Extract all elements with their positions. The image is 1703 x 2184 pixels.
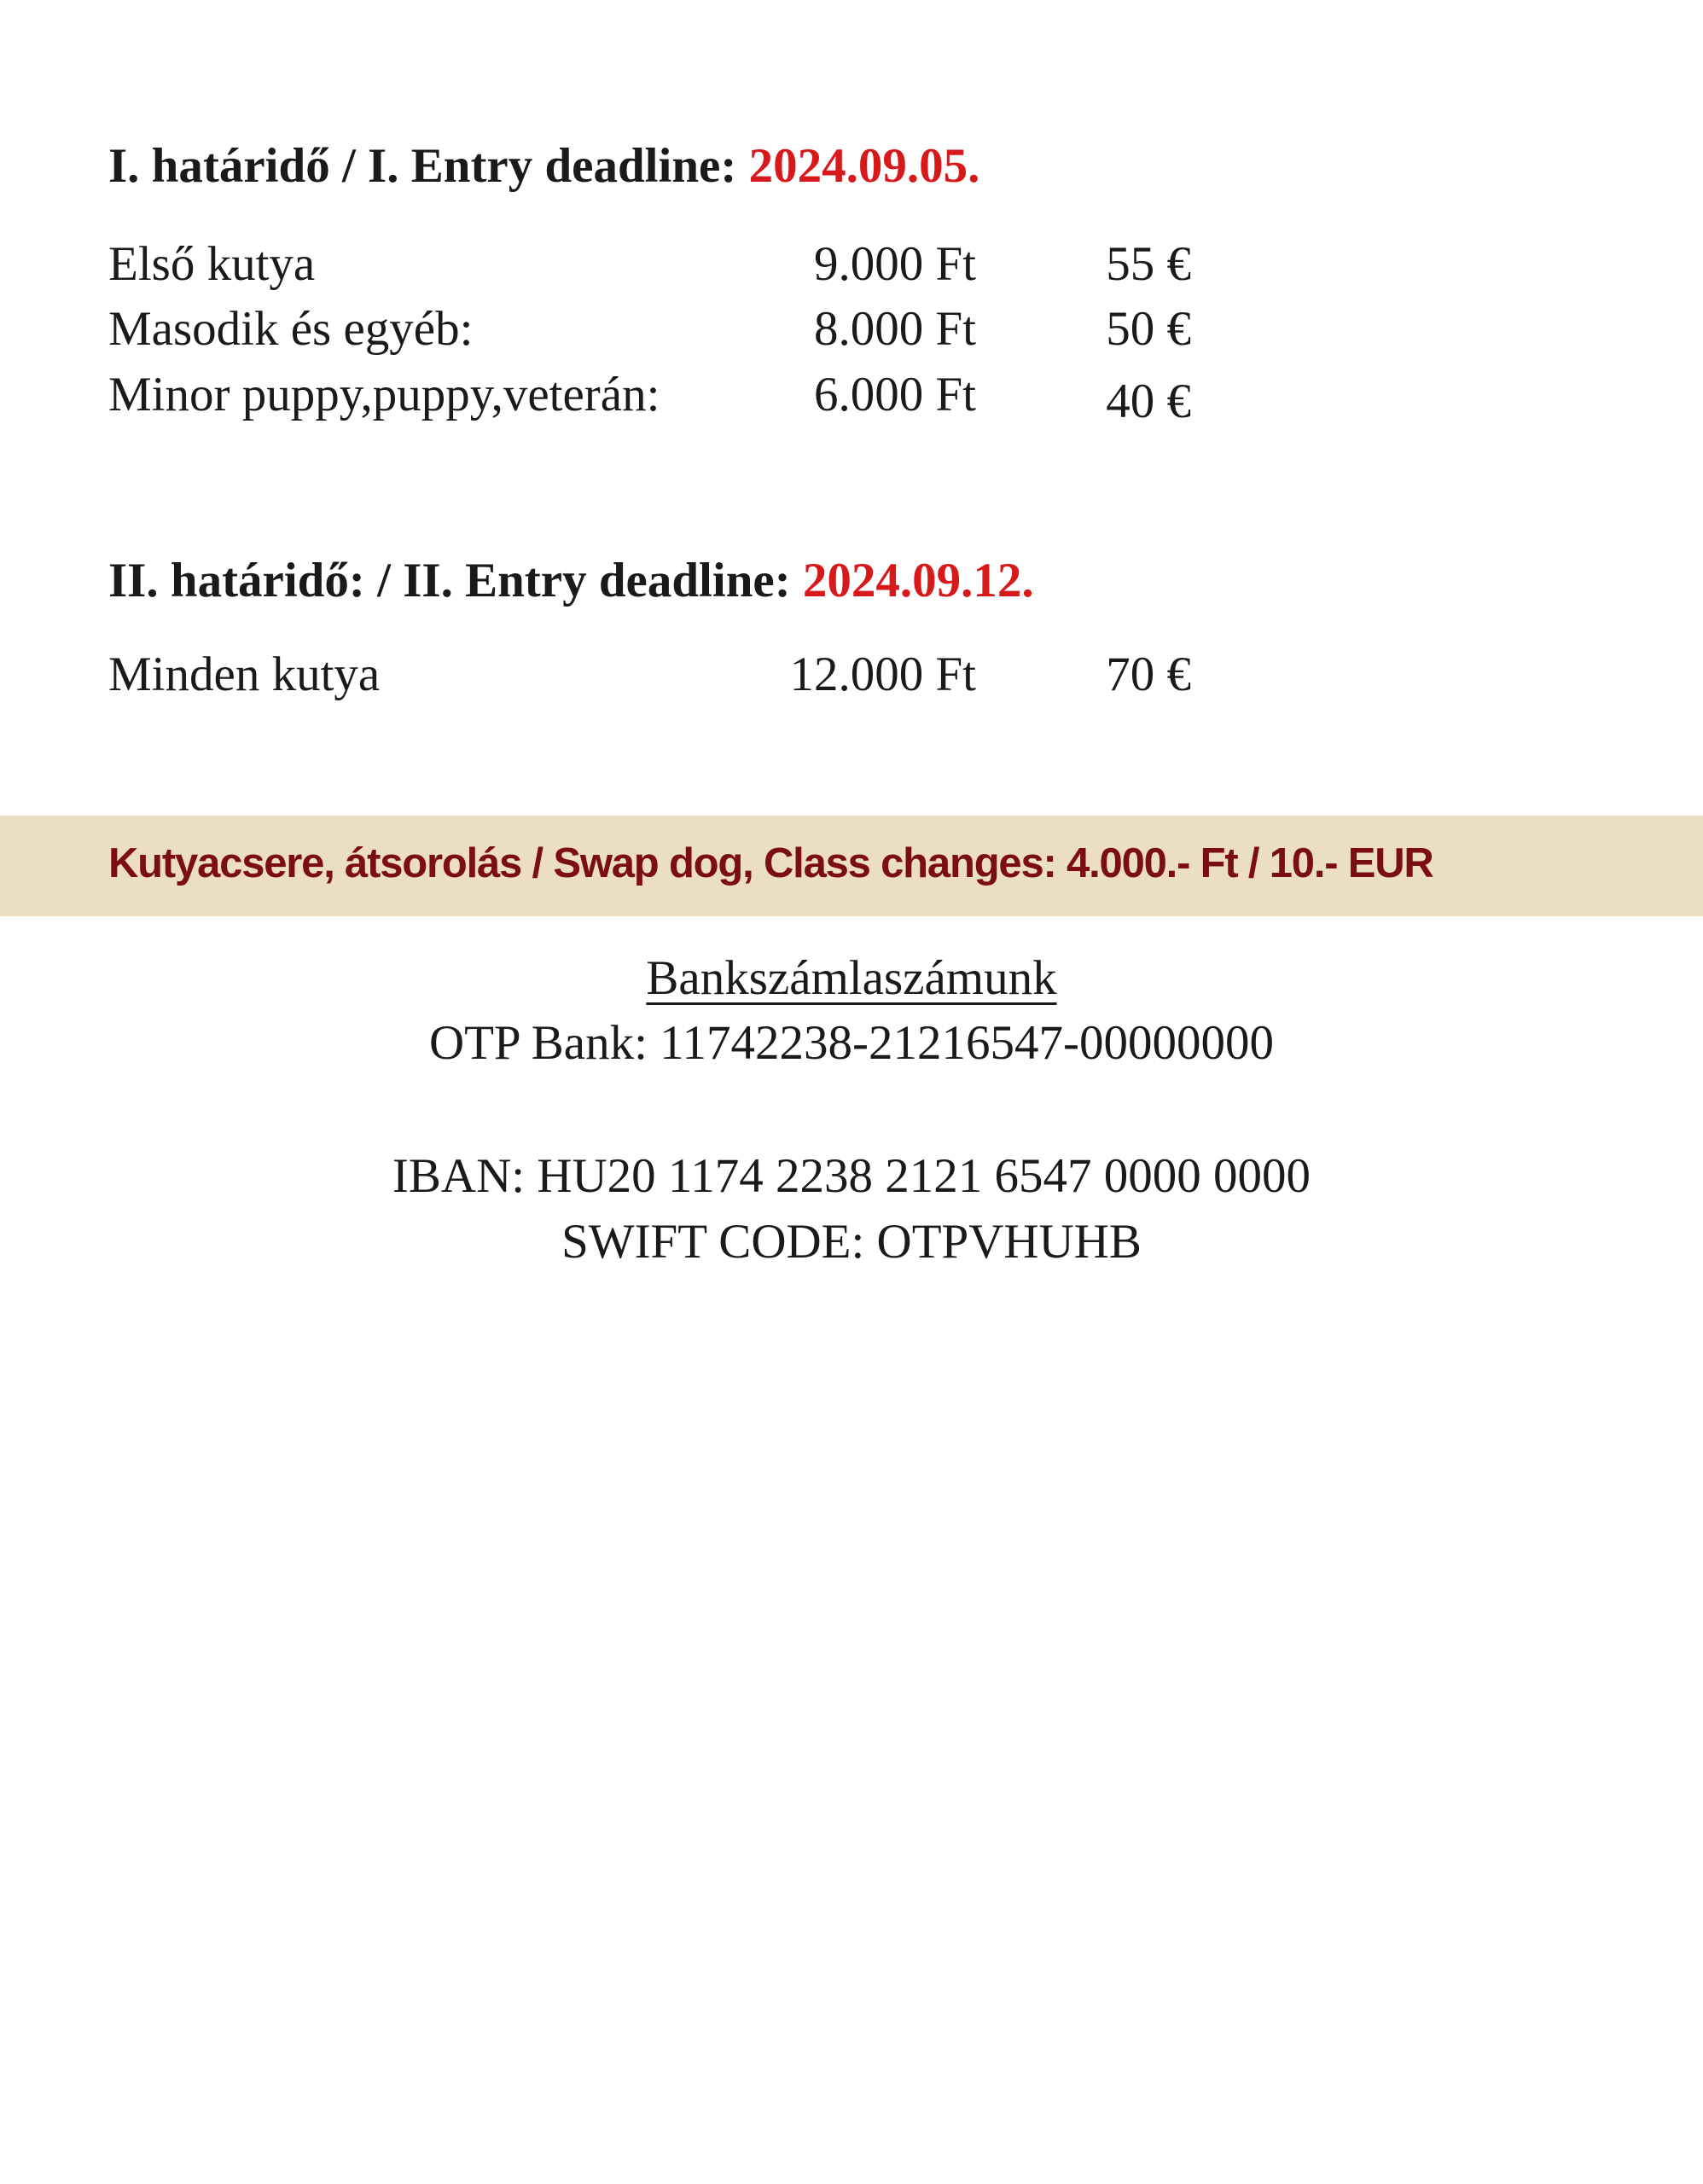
fee-row-eur: 70 €	[1106, 648, 1191, 701]
fee-row-eur: 50 €	[1106, 302, 1191, 356]
entry-deadline-1-date: 2024.09.05.	[748, 139, 980, 193]
fee-row-first-dog	[0, 237, 1703, 299]
fee-row-second-dog	[0, 302, 1703, 364]
fee-row-eur: 40 €	[1106, 375, 1191, 428]
swap-dog-banner	[0, 816, 1703, 916]
swift-code: SWIFT CODE: OTPVHUHB	[561, 1215, 1142, 1269]
fee-row-huf: 9.000 Ft	[813, 237, 976, 291]
entry-deadline-2-heading	[108, 556, 1034, 605]
iban-number: IBAN: HU20 1174 2238 2121 6547 0000 0000	[392, 1149, 1311, 1203]
entry-deadline-1-heading	[108, 139, 980, 193]
entry-deadline-2-label: II. határidő: / II. Entry deadline:	[108, 554, 803, 607]
swap-dog-fee-text: Kutyacsere, átsorolás / Swap dog, Class changes: 4.000.- Ft / 10.- EUR	[108, 840, 1433, 886]
fee-row-label: Masodik és egyéb:	[108, 302, 474, 356]
entry-deadline-1-label: I. határidő / I. Entry deadline:	[108, 139, 749, 193]
fee-row-huf: 6.000 Ft	[813, 368, 976, 421]
entry-deadline-2-date: 2024.09.12.	[802, 554, 1034, 607]
fee-row-label: Minor puppy,puppy,veterán:	[108, 368, 660, 421]
fee-row-huf: 12.000 Ft	[789, 648, 976, 701]
fee-row-label: Első kutya	[108, 237, 316, 291]
bank-account-title: Bankszámlaszámunk	[646, 951, 1057, 1005]
fee-row-eur: 55 €	[1106, 237, 1191, 291]
otp-account-number: OTP Bank: 11742238-21216547-00000000	[428, 1016, 1275, 1070]
fee-row-label: Minden kutya	[108, 648, 381, 701]
fee-row-all-dogs	[0, 650, 1703, 710]
fee-row-puppy-veteran	[0, 370, 1703, 430]
fee-row-huf: 8.000 Ft	[813, 302, 976, 356]
